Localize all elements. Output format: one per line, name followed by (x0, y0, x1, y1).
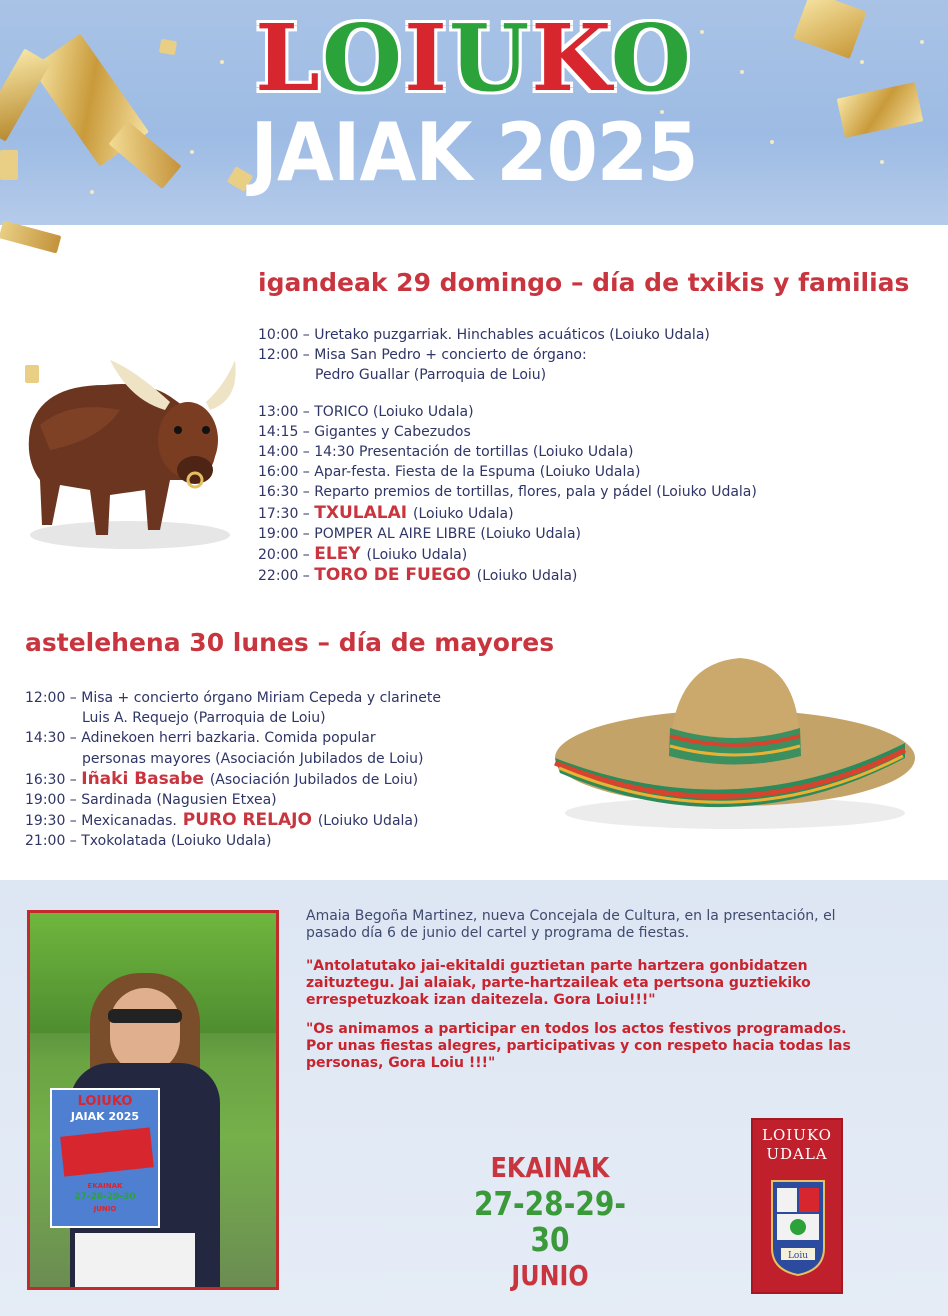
event-description: Sardinada (Nagusien Etxea) (81, 792, 277, 809)
schedule-row (258, 422, 757, 442)
event-description: Presentación de tortillas (Loiuko Udala) (359, 444, 634, 461)
schedule-row (258, 365, 757, 385)
event-highlight: TXULALAI (314, 502, 413, 523)
event-description: (Asociación Jubilados de Loiu) (209, 771, 419, 788)
photo-caption: Amaia Begoña Martinez, nueva Concejala de Cultura, en la presentación, el pasado día 6 de junio del cartel y programa de fiestas. (306, 908, 836, 941)
schedule-row (258, 503, 757, 524)
event-time: 19:00 – (25, 792, 82, 809)
title-letter: O (610, 4, 693, 112)
event-description: Misa San Pedro + concierto de órgano: (314, 347, 587, 364)
event-highlight: ELEY (314, 544, 367, 565)
schedule-row (25, 790, 441, 810)
event-highlight: TORO DE FUEGO (314, 565, 477, 586)
poster-title: LOIUKO (77, 1094, 133, 1109)
schedule-row (25, 688, 441, 708)
poster-month-es: JUNIO (93, 1205, 117, 1213)
bull-icon (10, 330, 250, 560)
title-letter: K (531, 4, 611, 112)
event-time: 16:30 – (25, 771, 82, 788)
event-description: TORICO (Loiuko Udala) (314, 403, 474, 420)
schedule-row (258, 462, 757, 482)
schedule-row (258, 544, 757, 565)
event-description: Gigantes y Cabezudos (314, 423, 471, 440)
schedule-row (25, 728, 441, 748)
event-description: Pedro Guallar (Parroquia de Loiu) (315, 367, 547, 384)
poster-days: 27-28-29-30 (74, 1192, 136, 1202)
event-time: 13:00 – (258, 403, 315, 420)
festival-title (0, 4, 948, 112)
event-description: (Loiuko Udala) (476, 568, 578, 585)
sunday-schedule (258, 325, 757, 586)
dates-days: 27-28-29-30 (473, 1184, 627, 1259)
title-letter: L (255, 4, 322, 112)
event-description: POMPER AL AIRE LIBRE (Loiuko Udala) (314, 525, 581, 542)
poster-flag (60, 1127, 154, 1176)
monday-title: astelehena 30 lunes – día de mayores (25, 628, 555, 657)
festival-dates (440, 1150, 660, 1294)
schedule-row (258, 402, 757, 422)
event-description: (Loiuko Udala) (366, 547, 468, 564)
title-letter: I (403, 4, 449, 112)
event-description: (Loiuko Udala) (317, 813, 419, 830)
schedule-row (258, 442, 757, 462)
schedule-row (258, 524, 757, 544)
event-highlight: Iñaki Basabe (81, 768, 210, 789)
confetti-decoration (0, 150, 18, 180)
event-time: 14:30 – (25, 730, 82, 747)
event-time: 14:00 – 14:30 (258, 444, 360, 461)
schedule-row (258, 345, 757, 365)
event-time: 10:00 – (258, 327, 315, 343)
festival-subtitle: JAIAK 2025 (250, 106, 698, 199)
event-time: 16:00 – (258, 464, 315, 481)
schedule-row (25, 769, 441, 790)
udala-text (753, 1126, 841, 1164)
event-time: 12:00 – (25, 690, 82, 706)
event-time: 19:00 – (258, 525, 315, 542)
event-time: 22:00 – (258, 568, 315, 585)
event-description: Txokolatada (Loiuko Udala) (81, 833, 272, 850)
festival-poster (50, 1088, 160, 1228)
schedule-row (25, 831, 441, 851)
event-time: 12:00 – (258, 347, 315, 364)
header-banner (0, 0, 948, 225)
coat-of-arms-icon (769, 1178, 827, 1278)
sunglasses-icon (108, 1009, 182, 1023)
photo-councillor (27, 910, 279, 1290)
event-highlight: PURO RELAJO (176, 810, 318, 831)
dates-month-basque: EKAINAK (490, 1151, 610, 1184)
face (110, 988, 180, 1073)
event-time: 16:30 – (258, 484, 315, 501)
udala-line-2: UDALA (766, 1145, 828, 1163)
schedule-row (258, 325, 757, 345)
event-description: Uretako puzgarriak. Hinchables acuáticos (Loiuko Udala) (314, 327, 710, 343)
event-description: personas mayores (Asociación Jubilados de Loiu) (82, 750, 424, 767)
schedule-row (258, 482, 757, 502)
event-description: Adinekoen herri bazkaria. Comida popular (81, 730, 376, 747)
event-time: 17:30 – (258, 505, 315, 522)
event-time: 21:00 – (25, 833, 82, 850)
event-description: Reparto premios de tortillas, flores, pala y pádel (Loiuko Udala) (314, 484, 757, 501)
event-description: Apar-festa. Fiesta de la Espuma (Loiuko Udala) (314, 464, 641, 481)
event-description: (Loiuko Udala) (412, 505, 514, 522)
quote-basque: "Antolatutako jai-ekitaldi guztietan parte hartzera gonbidatzen zaituztegu. Jai alaiak, parte-hartzaileak eta pertsona guztiekiko errespetuzkoak izan daitezela. Gora Loiu!!!" (306, 958, 811, 1008)
quote-spanish: "Os animamos a participar en todos los actos festivos programados. Por unas fiestas alegres, participativas y con respeto hacia todas las personas, Gora Loiu !!!" (306, 1021, 851, 1071)
trousers (75, 1233, 195, 1290)
schedule-row (25, 708, 441, 728)
town-hall-logo (751, 1118, 843, 1294)
sunday-title: igandeak 29 domingo – día de txikis y familias (258, 268, 910, 297)
schedule-row (258, 565, 757, 586)
event-description: Misa + concierto órgano Miriam Cepeda y clarinete (81, 690, 441, 706)
poster-month: EKAINAK (87, 1182, 123, 1190)
title-letter: O (321, 4, 404, 112)
crest-text: Loiu (787, 1251, 809, 1261)
event-time: 19:30 – (25, 813, 82, 830)
event-description: Mexicanadas. (81, 813, 177, 830)
schedule-row (25, 749, 441, 769)
event-time: 20:00 – (258, 547, 315, 564)
sombrero-icon (545, 648, 915, 838)
poster-subtitle: JAIAK 2025 (70, 1110, 140, 1123)
event-description: Luis A. Requejo (Parroquia de Loiu) (82, 710, 326, 727)
dates-month-spanish: JUNIO (511, 1259, 589, 1292)
schedule-row (25, 810, 441, 831)
monday-schedule (25, 688, 441, 852)
udala-line-1: LOIUKO (762, 1126, 832, 1144)
title-letter: U (449, 4, 532, 112)
event-time: 14:15 – (258, 423, 315, 440)
